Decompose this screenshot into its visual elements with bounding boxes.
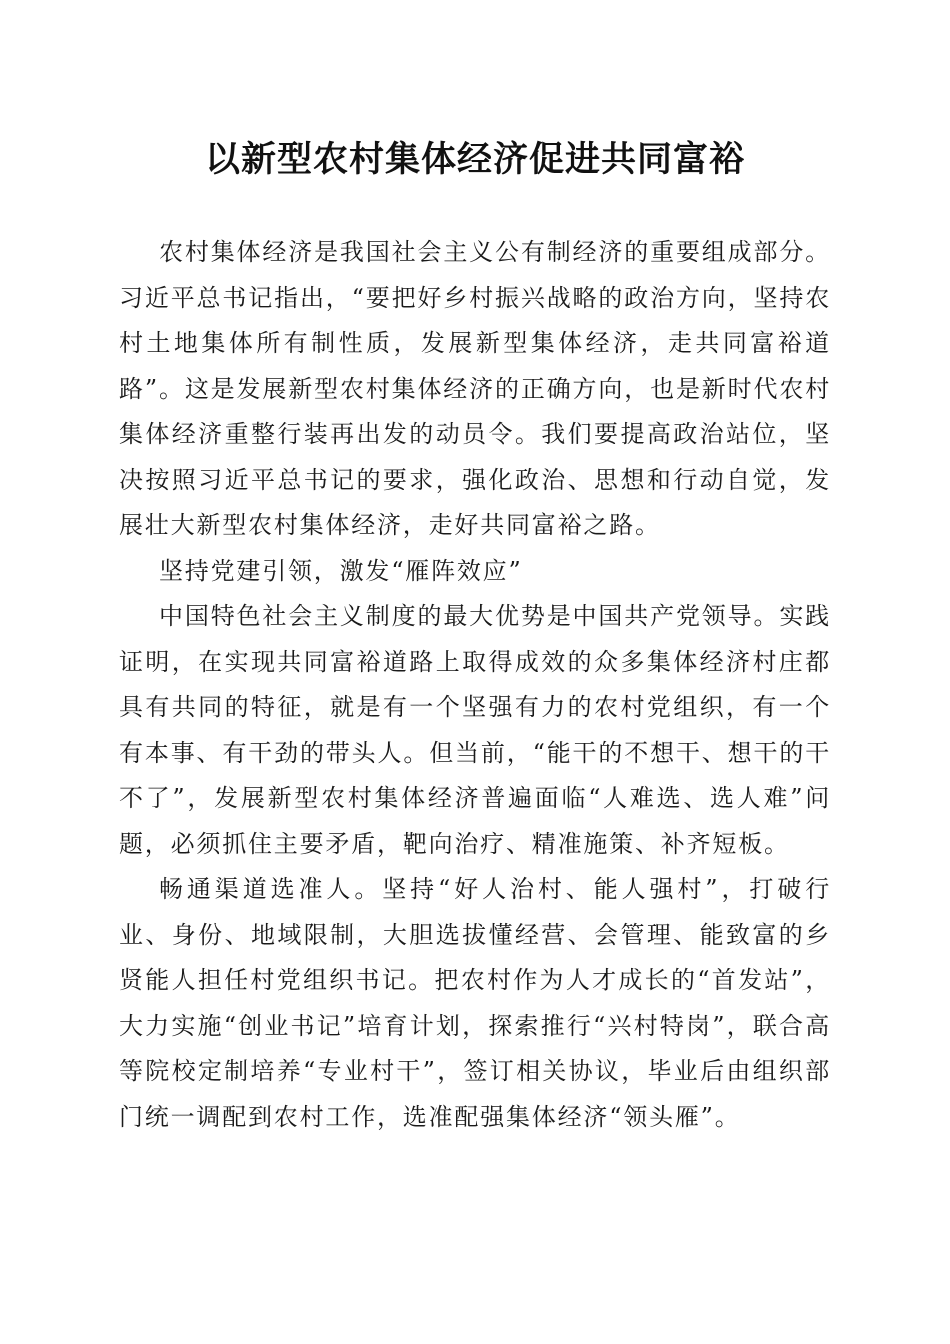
paragraph-intro: 农村集体经济是我国社会主义公有制经济的重要组成部分。习近平总书记指出，“要把好乡村振兴战略的政治方向，坚持农村土地集体所有制性质，发展新型集体经济，走共同富裕道路”。这是发展新型农村集体经济的正确方向，也是新时代农村集体经济重整行装再出发的动员令。我们要提高政治站位，坚决按照习近平总书记的要求，强化政治、思想和行动自觉，发展壮大新型农村集体经济，走好共同富裕之路。 (119, 238, 831, 539)
paragraph-party-leadership: 中国特色社会主义制度的最大优势是中国共产党领导。实践证明，在实现共同富裕道路上取得成效的众多集体经济村庄都具有共同的特征，就是有一个坚强有力的农村党组织，有一个有本事、有干劲的带头人。但当前，“能干的不想干、想干的干不了”，发展新型农村集体经济普遍面临“人难选、选人难”问题，必须抓住主要矛盾，靶向治疗、精准施策、补齐短板。 (119, 602, 831, 858)
section-heading: 坚持党建引领，激发“雁阵效应” (159, 556, 523, 585)
document-body (119, 230, 831, 1140)
paragraph-select-talent: 畅通渠道选准人。坚持“好人治村、能人强村”，打破行业、身份、地域限制，大胆选拔懂经营、会管理、能致富的乡贤能人担任村党组织书记。把农村作为人才成长的“首发站”，大力实施“创业书记”培育计划，探索推行“兴村特岗”，联合高等院校定制培养“专业村干”，签订相关协议，毕业后由组织部门统一调配到农村工作，选准配强集体经济“领头雁”。 (119, 875, 831, 1131)
document-title: 以新型农村集体经济促进共同富裕 (204, 139, 745, 180)
